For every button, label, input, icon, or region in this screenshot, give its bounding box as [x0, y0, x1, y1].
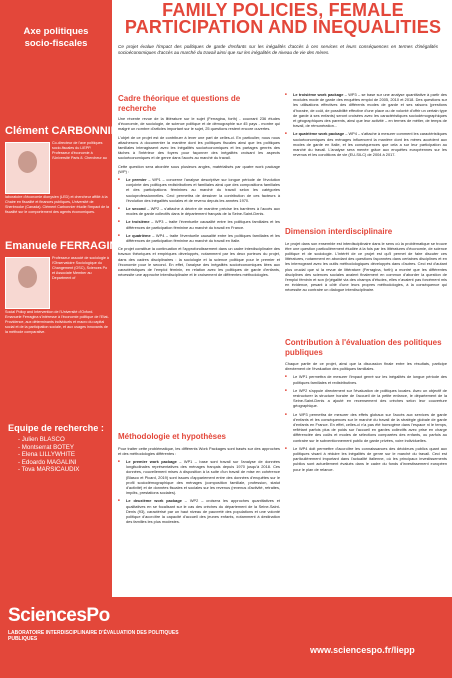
- title-line2: PARTICIPATION AND INEQUALITIES: [124, 17, 442, 37]
- item-lead: Le troisième work package: [293, 92, 344, 97]
- paragraph: Pour traiter cette problématique, les différents Work Packages sont basés sur des approches et des méthodologies différentes :: [118, 445, 280, 456]
- item-lead: Le second: [126, 206, 146, 212]
- paragraph: Cette question sera abordée sous plusieurs angles, matérialisés par quatre work package (WP) :: [118, 163, 280, 174]
- person-bio-side: Co-directeur de l'axe politiques socio-fiscales du LIEPP. Professeur d'économie à l'Université Paris 8. Chercheur au: [52, 141, 107, 160]
- item-text: – WP2 – croisera les approches quantitatives et qualitatives en se focalisant sur le cas des crèches du département de la Seine-Saint-Denis (93), caractérisé par un haut niveau de pauvreté des populations et une volonté politique d'accroître la capacité d'accueil des jeunes enfants, notamment à destination des familles les plus modestes.: [126, 498, 280, 525]
- header: [118, 0, 448, 56]
- paragraph: Une récente revue de la littérature sur le sujet (Ferragina, forth) - couvrant 236 études d'économie, de sociologie, de science politique et de démographie sur 45 pays - montre qui malgré un nombre d'articles important sur le sujet, 25 questions restent encore ouvertes.: [118, 116, 280, 132]
- method-list-continued: [285, 92, 447, 157]
- item-text: Le WP3 permettra de mesurer des effets globaux sur l'accès aux services de garde d'enfants et les conséquences sur le marché du travail de la stratégie globale de garde d'enfants en France. En effet, celles-ci n'a pas été homogène dans l'espace ni le temps, reflétant parfois plus de poids sur l'accueil en gardes collectifs avec prise en charge différenciée des coûts et modes de sélections comparées des enfants, ou parfois au contraire sur le subventionnement public de garde privées, voire individuelles.: [293, 411, 447, 443]
- logo-wordmark: SciencesPo: [8, 605, 110, 626]
- title-line1: FAMILY POLICIES, FEMALE: [162, 0, 404, 20]
- team-member: - Montserrat BOTEY: [18, 444, 112, 452]
- list-item: [285, 446, 447, 472]
- bio-carbonnier: [5, 125, 127, 255]
- item-lead: Le deuxième work package: [126, 498, 182, 504]
- section-title: Méthodologie et hypothèses: [118, 432, 227, 441]
- research-team: [0, 423, 112, 474]
- team-member: - Julien BLASCO: [18, 436, 112, 444]
- axis-title-line2: socio-fiscales: [24, 38, 88, 49]
- item-text: – WP3 – se base sur une analyse quantitative à partir des modules mode de garde des enquêtes emploi de 2005, 2010 et 2018. Des questions sur les utilisations effectives des différents modes de garde et ses raisons (prestions d'horaire, de coût, de possibilité effective d'une place ou de volonté d'offrir un certain type de garde à ses enfants) seront croisées avec les caractéristiques sociodémographiques et géographiques des parents, ainsi que leur activité – en termes de métier, de temps de travail, de rémunération...: [293, 92, 447, 129]
- team-member: - Tova MARSICAUDIX: [18, 466, 112, 474]
- list-item: [285, 92, 447, 128]
- person-bio: Social Policy and Intervention de l'Université d'Oxford. Emanuele Ferragina s'intéresse à l'économie politique de l'Etat-Providence, aux déterminants individuels et macro du capital social et de la participation sociale, et aux usages innovants de la méthode comparative.: [5, 310, 109, 334]
- list-item: [118, 498, 280, 524]
- evaluation-list: [285, 374, 447, 471]
- section-title: Dimension interdisciplinaire: [285, 227, 393, 236]
- item-lead: Le troisième: [126, 219, 150, 225]
- person-bio-side: Professeur associé de sociologie à l'Observatoire Sociologique du Changement (OSC), Sciences Po et Associate Member au Department of: [52, 256, 109, 280]
- item-lead: Le premier work package: [126, 458, 177, 464]
- item-lead: Le quatrième: [126, 232, 151, 238]
- item-text: – WP1 – base sont travail sur l'analyse de données longitudinales représentatives des ménages français depuis 1970 jusqu'à 2018. Ces données, nouvellement mises à disposition à la suite d'un travail de mise en cohérence (Blasco et Picard, 2019) sont issues d'appariement entre des données d'enquêtes sur le profil sociodémographique des ménages (composition familiale, profession, statut d'activité) et de données fiscales et sociales sur les revenus (revenus d'activité, retraites, impôts, prestations sociales).: [126, 458, 280, 496]
- team-title: Equipe de recherche :: [8, 423, 104, 433]
- item-text: Le WP4 doit permettre d'accroître les connaissances des décideurs publics quant aux politiques visant à réduire les inégalités de genre sur le marché du travail. Ceci est particulièrement important dans l'actualité italienne, où les principaux investissements publics sont actuellement évalués dans le cadre du fonds d'investissement européen pour le plan de relance.: [293, 445, 447, 472]
- item-lead: Le quatrième work package: [293, 131, 345, 137]
- intro-text: Ce projet évalue l'impact des politiques de garde d'enfants sur les inégalités d'accès à ces services et leurs conséquences en termes d'inégalités socioéconomiques d'accès au marché du travail ainsi que sur les inégalités de niveau de vie des mères.: [118, 44, 438, 56]
- section-title: Cadre théorique et questions de recherche: [118, 94, 241, 113]
- section-evaluation: [285, 338, 447, 475]
- section-theory: [118, 94, 280, 280]
- person-name: Clément CARBONNIER: [5, 125, 127, 137]
- team-member: - Elena LILLYWHITE: [18, 451, 112, 459]
- portrait-photo: [5, 257, 50, 309]
- list-item: [118, 219, 280, 229]
- sidebar: [0, 0, 127, 678]
- section-wp-continued: [285, 92, 447, 160]
- paragraph: Ce projet constitue la continuation et l'approfondissement dans un cadre interdisciplinaire des travaux théoriques et empiriques développés, notamment par les deux porteurs du projet, dans des cadres disciplinaires : la sociologie et la science politique pour le premier et l'économie pour le second. En effet, l'analyse des inégalités socioéconomiques liées aux caractéristiques de l'emploi féminin, en relation avec les politiques de garde d'enfants, nécessite une approche interdisciplinaire et le croisement de différentes méthodologies.: [118, 246, 280, 278]
- paragraph: Le projet dans son ensemble est interdisciplinaire dans le sens où la problématique se trouve être une question particulièrement étudiée à la fois par les littératures d'économie, de science politique et de sociologie. L'intérêt de ce projet est qu'il permet de faire discuter ces littératures, notamment en abordant des questions façonnées dans certaines disciplines et en les interrogeant avec les outils méthodologiques développés dans d'autres. Ceci est d'autant plus crucial que si la revue de littérature (Ferragina, forth) a montré que les différentes disciplines des sciences sociales avaient finalement en commun d'aborder la question de l'emploi féminin et son (in)égalité via des champs d'études, elles n'avaient pas forcément mis en évidence, pesant à côté d'une leurs propres méthodologies, à la conséquence qui nécessite au contraire un dialogue interdisciplinaire.: [285, 240, 447, 293]
- list-item: [118, 233, 280, 243]
- item-text: – WP4 – s'attache à mesurer comment les caractéristiques socioéconomiques des ménages influencent la manière dont les mères accèdent aux modes de garde en Italie, et les conséquences que cela a sur leur participation au marché du travail. L'analyse sera menée grâce aux enquêtes européennes sur les revenus et les conditions de vie (EU-SILC) de 2004 à 2017.: [293, 131, 447, 158]
- item-text: – WP1 – concerne l'analyse descriptive sur longue période de l'évolution conjointe des politiques redistributives et familiales ainsi que des compositions familiales et des participations féminines au marché du travail selon les catégories socioprofessionnelles. Ceci permettra de dessiner la contribution de ces facteurs à l'évolution des inégalités sociales et de revenu depuis les années 1970.: [126, 177, 280, 203]
- item-text: Le WP2 s'appuie directement sur l'évaluation de politiques locales. Avec un objectif de restructurer la structure horaire de l'accueil de la petite enfance, le département de la Seine-Saint-Denis a ajouté en recensement des crèches selon leur couverture géographique.: [293, 387, 447, 409]
- axis-title: [0, 26, 112, 50]
- list-item: [285, 412, 447, 443]
- portrait-photo: [5, 142, 50, 194]
- team-list: [0, 436, 112, 474]
- method-list: [118, 459, 280, 524]
- logo-subtitle: LABORATOIRE INTERDISCIPLINAIRE D'ÉVALUATION DES POLITIQUES PUBLIQUES: [8, 630, 179, 642]
- list-item: [118, 459, 280, 495]
- section-interdisciplinary: [285, 227, 447, 296]
- person-bio: laboratoire d'économie dionysien (LED) et chercheur affilié à la Chaire en fiscalité et finances publiques, Université de Sherbrooke (Canada). Clément Carbonnier étudie l'impact de la fiscalité sur le comportement des agents économiques.: [5, 195, 110, 214]
- paragraph: Chaque partie de ce projet, ainsi que la discussion finale entre les résultats, participe directement de l'évaluation des politiques familiales.: [285, 361, 447, 372]
- bio-ferragina: [5, 240, 126, 380]
- person-name: Emanuele FERRAGINA: [5, 240, 126, 252]
- poster-title: [118, 2, 448, 36]
- item-lead: Le premier: [126, 177, 147, 183]
- list-item: [285, 131, 447, 157]
- item-text: – WP3 – traite l'éventuelle causalité entre les politiques familiales et les différences de participation féminine au marché du travail en France.: [126, 219, 280, 230]
- list-item: [118, 177, 280, 203]
- wp-list: [118, 177, 280, 243]
- item-text: – WP2 – s'attache à décrire de manière précise les barrières à l'accès aux modes de garde collectifs dans le département français de la Seine-Saint-Denis.: [126, 206, 280, 217]
- list-item: [285, 374, 447, 384]
- team-member: - Edoardo MAGALINI: [18, 459, 112, 467]
- section-method: [118, 432, 280, 527]
- paragraph: L'objet de ce projet est de contribuer à lever une part de celles-ci. En particulier, nous nous attacherons à documenter la manière dont les politiques fiscales ainsi que les politiques familiales interagissent avec les inégalités socioéconomiques et les partages genrés des tâches à l'intérieur des foyers pour façonner des inégalités croisant les aspects socioéconomiques et de genre dans l'accès au marché du travail.: [118, 134, 280, 161]
- section-title: Contribution à l'évaluation des politiques publiques: [285, 338, 442, 357]
- sciencespo-logo: [8, 605, 308, 642]
- item-text: – WP4 – traite l'éventuelle causalité entre les politiques familiales et les différences de participation féminine au marché du travail en Italie.: [126, 232, 281, 244]
- website-link[interactable]: www.sciencespo.fr/liepp: [310, 645, 415, 655]
- list-item: [285, 388, 447, 409]
- item-text: Le WP1 permettra de mesurer l'impact genré sur les inégalités de longue période des politiques familiales et redistributives.: [293, 374, 447, 385]
- footer: [0, 597, 452, 678]
- list-item: [118, 206, 280, 216]
- axis-title-line1: Axe politiques: [23, 26, 89, 37]
